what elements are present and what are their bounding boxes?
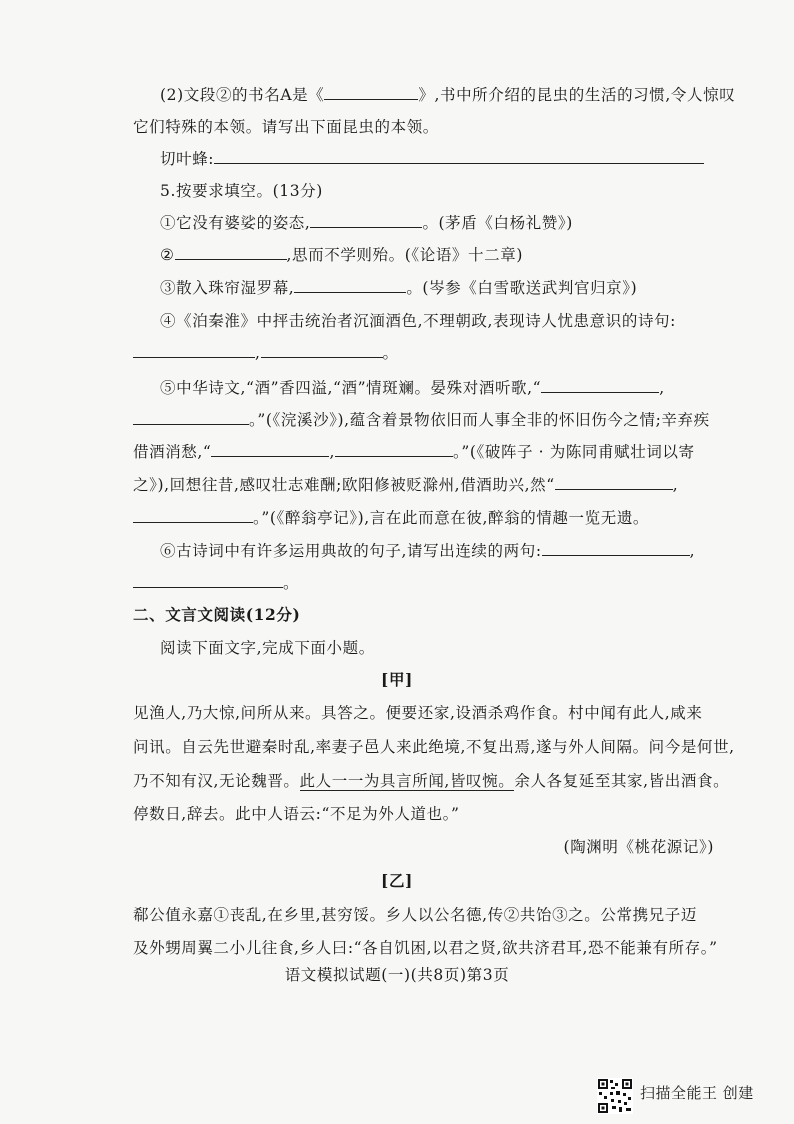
answer-blank[interactable]: [133, 410, 249, 425]
q5-item6-line1: [160, 540, 695, 562]
q5-item6-text-a: ⑥古诗词中有许多运用典故的句子,请写出连续的两句:: [160, 542, 542, 560]
q5-item5-text-g: 之》),回想往昔,感叹壮志难酬;欧阳修被贬滁州,借酒助兴,然“: [133, 476, 555, 494]
q5-item5-line2: [133, 409, 710, 431]
answer-blank[interactable]: [542, 541, 690, 556]
q4-2-line1: [160, 84, 735, 106]
q5-item5-text-a: ⑤中华诗文,“酒”香四溢,“酒”情斑斓。晏殊对酒听歌,“: [160, 379, 542, 397]
passage-yi-line: 及外甥周翼二小儿往食,乡人曰:“各自饥困,以君之贤,欲共济君耳,恐不能兼有所存。”: [133, 939, 718, 957]
qr-code-icon: [597, 1078, 633, 1114]
section-2-instruction: 阅读下面文字,完成下面小题。: [160, 639, 375, 657]
passage-jia-line: 见渔人,乃大惊,问所从来。具答之。便要还家,设酒杀鸡作食。村中闻有此人,咸来: [133, 704, 703, 722]
scanner-watermark-label: 扫描全能王 创建: [640, 1084, 754, 1102]
q5-item1-text-b: 。(茅盾《白杨礼赞》): [422, 214, 573, 232]
q5-item2-text-a: ②: [160, 246, 175, 264]
passage-jia-text: 乃不知有汉,无论魏晋。: [133, 772, 300, 790]
passage-jia-line: [133, 770, 729, 792]
answer-blank[interactable]: [133, 343, 255, 358]
answer-blank[interactable]: [310, 213, 422, 228]
q5-item6-text-c: 。: [283, 574, 300, 592]
passage-jia-line: 停数日,辞去。此中人语云:“不足为外人道也。”: [133, 805, 460, 823]
answer-blank[interactable]: [175, 245, 287, 260]
answer-blank[interactable]: [541, 378, 659, 393]
passage-yi-heading: [乙]: [381, 871, 413, 890]
q5-item6-text-b: ,: [689, 542, 696, 560]
q5-item5-text-b: ,: [659, 379, 665, 397]
answer-blank[interactable]: [294, 278, 406, 293]
q5-item5-text-e: ,: [329, 443, 335, 461]
q5-item5-text-h: ,: [672, 476, 679, 494]
q5-item1: [160, 212, 573, 234]
answer-blank[interactable]: [324, 85, 418, 100]
q4-2-line3: [160, 148, 704, 170]
underlined-sentence: 此人一一为具言所闻,皆叹惋。: [299, 772, 515, 790]
answer-blank[interactable]: [211, 442, 329, 457]
q5-item3-text-b: 。(岑参《白雪歌送武判官归京》): [406, 279, 638, 297]
passage-yi-line: 郗公值永嘉①丧乱,在乡里,甚穷馁。乡人以公名德,传②共饴③之。公常携兄子迈: [133, 906, 697, 924]
q5-item2: [160, 244, 523, 266]
passage-jia-text: 余人各复延至其家,皆出酒食。: [514, 772, 730, 790]
q5-item3-text-a: ③散入珠帘湿罗幕,: [160, 279, 295, 297]
passage-jia-heading: [甲]: [381, 670, 413, 689]
q5-item6-line2: [133, 572, 299, 594]
q5-item4-sep: ,: [255, 344, 261, 362]
q4-2-label: 切叶蜂:: [160, 150, 215, 168]
q4-2-line1-text-b: 》,书中所介绍的昆虫的生活的习惯,令人惊叹: [418, 86, 736, 104]
answer-blank[interactable]: [133, 573, 283, 588]
section-2-title: 二、文言文阅读(12分): [133, 605, 301, 624]
q5-item5-text-c: 。”(《浣溪沙》),蕴含着景物依旧而人事全非的怀旧伤今之情;辛弃疾: [249, 411, 710, 429]
answer-blank[interactable]: [555, 475, 673, 490]
q5-item3: [160, 277, 637, 299]
answer-blank[interactable]: [261, 343, 383, 358]
q5-item4-line1: ④《泊秦淮》中抨击统治者沉湎酒色,不理朝政,表现诗人忧患意识的诗句:: [160, 312, 676, 330]
q5-item5-text-i: 。”(《醉翁亭记》),言在此而意在彼,醉翁的情趣一览无遗。: [253, 509, 650, 527]
q5-item2-text-b: ,思而不学则殆。(《论语》十二章): [286, 246, 523, 264]
answer-blank[interactable]: [335, 442, 453, 457]
q5-item5-text-f: 。”(《破阵子 · 为陈同甫赋壮词以寄: [452, 443, 695, 461]
q5-item5-line5: [133, 507, 649, 529]
q5-item1-text-a: ①它没有婆娑的姿态,: [160, 214, 311, 232]
q5-item5-line3: [133, 441, 695, 463]
answer-blank[interactable]: [133, 508, 253, 523]
q4-2-line2: 它们特殊的本领。请写出下面昆虫的本领。: [133, 118, 439, 136]
q5-item5-text-d: 借酒消愁,“: [133, 443, 212, 461]
passage-jia-source: (陶渊明《桃花源记》): [563, 838, 714, 856]
q5-title: 5.按要求填空。(13分): [160, 182, 323, 200]
q4-2-line1-text-a: (2)文段②的书名A是《: [160, 86, 325, 104]
q5-item5-line4: [133, 474, 678, 496]
page-footer: 语文模拟试题(一)(共8页)第3页: [284, 966, 510, 984]
q5-item5-line1: [160, 377, 665, 399]
q5-item4-end: 。: [382, 344, 399, 362]
passage-jia-line: 问讯。自云先世避秦时乱,率妻子邑人来此绝境,不复出焉,遂与外人间隔。问今是何世,: [133, 738, 735, 756]
answer-blank[interactable]: [214, 149, 704, 164]
q5-item4-line2: [133, 342, 399, 364]
